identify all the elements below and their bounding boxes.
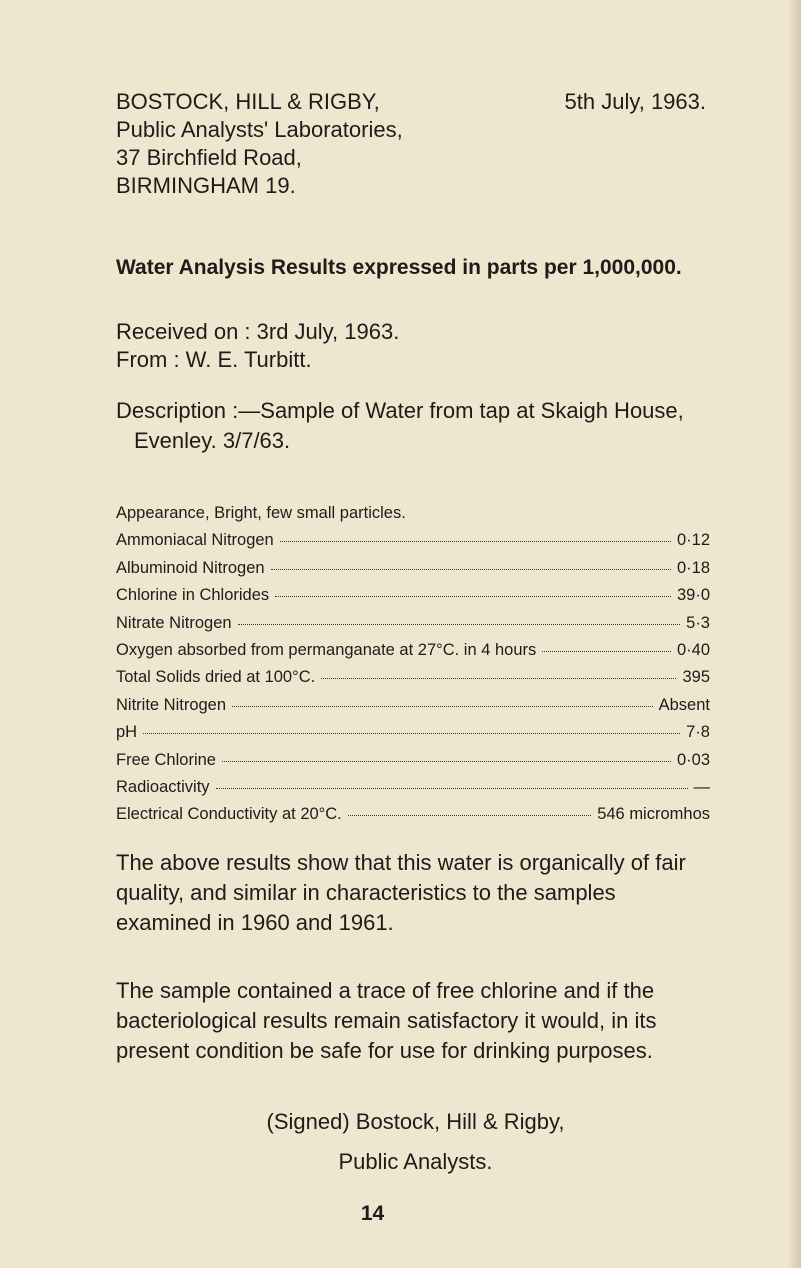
result-value: 39·0	[676, 586, 710, 605]
result-label: Nitrite Nitrogen	[116, 695, 227, 714]
appearance-text: Appearance, Bright, few small particles.	[116, 504, 406, 522]
sample-description	[116, 396, 706, 456]
dot-leader	[275, 596, 671, 597]
dot-leader	[271, 569, 671, 570]
conclusion-paragraph-2: The sample contained a trace of free chlorine and if the bacteriological results remain satisfactory it would, in its present condition be safe for use for drinking purposes.	[116, 978, 657, 1063]
result-row	[116, 641, 710, 668]
firm-address-line-2: 37 Birchfield Road,	[116, 145, 302, 170]
result-row	[116, 531, 710, 558]
result-label: pH	[116, 723, 138, 742]
result-row	[116, 751, 710, 778]
result-row	[116, 559, 710, 586]
result-label: Nitrate Nitrogen	[116, 613, 232, 632]
description-line-2: Evenley. 3/7/63.	[134, 428, 291, 453]
firm-address-line-1: Public Analysts' Laboratories,	[116, 117, 403, 142]
result-value: 0·03	[676, 750, 710, 769]
conclusion-paragraph-1: The above results show that this water is organically of fair quality, and similar in characteristics to the samples examined in 1960 and 1961.	[116, 850, 686, 935]
dot-leader	[232, 706, 653, 707]
result-row	[116, 614, 710, 641]
signature-block	[0, 1102, 801, 1182]
dot-leader	[542, 651, 671, 652]
result-value: 7·8	[686, 723, 710, 742]
letterhead	[116, 88, 706, 200]
result-label: Total Solids dried at 100°C.	[116, 668, 316, 687]
received-block	[116, 318, 399, 374]
result-row	[116, 805, 710, 832]
result-label: Radioactivity	[116, 777, 210, 796]
result-row	[116, 723, 710, 750]
result-value: Absent	[658, 695, 710, 714]
signatory-role: Public Analysts.	[338, 1149, 493, 1174]
dot-leader	[348, 815, 591, 816]
result-label: Oxygen absorbed from permanganate at 27°C. in 4 hours	[116, 640, 537, 659]
appearance-row	[116, 504, 710, 531]
result-value: 395	[682, 668, 710, 687]
page-edge-shadow	[787, 0, 801, 1268]
report-title: Water Analysis Results expressed in parts per 1,000,000.	[116, 256, 682, 279]
firm-name: BOSTOCK, HILL & RIGBY,	[116, 89, 380, 114]
dot-leader	[222, 761, 671, 762]
result-value: 0·12	[676, 531, 710, 550]
received-from: From : W. E. Turbitt.	[116, 347, 312, 372]
results-table	[116, 504, 710, 833]
result-label: Ammoniacal Nitrogen	[116, 531, 274, 550]
result-value: 0·40	[676, 640, 710, 659]
dot-leader	[238, 624, 681, 625]
result-row	[116, 586, 710, 613]
result-row	[116, 668, 710, 695]
page-number: 14	[360, 1202, 385, 1225]
dot-leader	[216, 788, 688, 789]
result-label: Albuminoid Nitrogen	[116, 558, 265, 577]
signed-line: (Signed) Bostock, Hill & Rigby,	[266, 1109, 565, 1134]
result-value: —	[693, 777, 710, 796]
dot-leader	[321, 678, 676, 679]
received-date: Received on : 3rd July, 1963.	[116, 319, 400, 344]
result-label: Free Chlorine	[116, 750, 216, 769]
result-value: 0·18	[676, 558, 710, 577]
dot-leader	[143, 733, 680, 734]
result-row	[116, 778, 710, 805]
result-row	[116, 696, 710, 723]
description-line-1: Description :—Sample of Water from tap at Skaigh House,	[116, 398, 684, 423]
firm-address-line-3: BIRMINGHAM 19.	[116, 173, 296, 198]
letter-date: 5th July, 1963.	[564, 89, 706, 114]
result-value: 546 micromhos	[597, 805, 710, 824]
dot-leader	[280, 541, 671, 542]
result-label: Electrical Conductivity at 20°C.	[116, 805, 342, 824]
result-value: 5·3	[686, 613, 710, 632]
result-label: Chlorine in Chlorides	[116, 586, 270, 605]
